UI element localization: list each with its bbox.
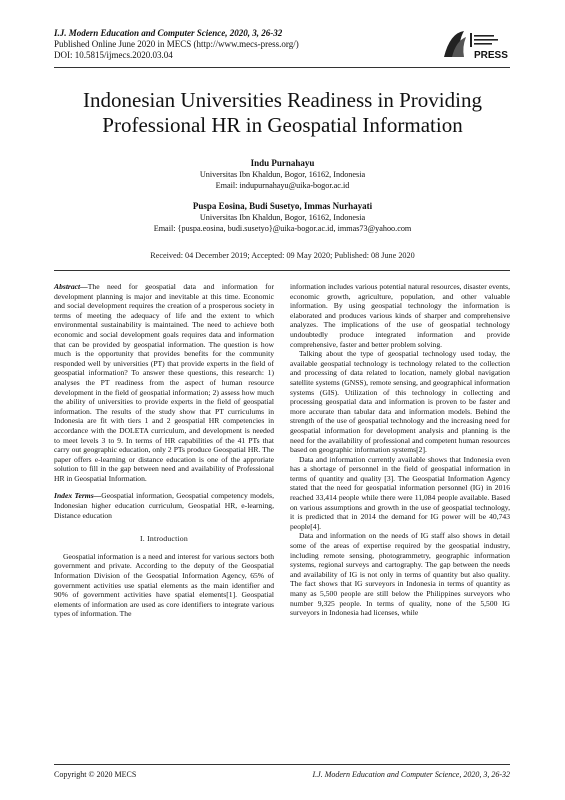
coauthor-affiliation: Universitas Ibn Khaldun, Bogor, 16162, Indonesia <box>199 213 366 222</box>
coauthor-email: Email: {puspa.eosina, budi.susetyo}@uika-bogor.ac.id, immas73@yahoo.com <box>153 224 412 233</box>
copyright: Copyright © 2020 MECS <box>54 770 137 779</box>
author-affiliation: Universitas Ibn Khaldun, Bogor, 16162, Indonesia <box>199 170 366 179</box>
footer-divider <box>54 764 510 765</box>
index-terms: Index Terms—Geospatial information, Geospatial competency models, Indonesian higher education curriculum, Geospatial HR, e-learning, Distance education <box>54 491 274 520</box>
paper-title: Indonesian Universities Readiness in Providing Professional HR in Geospatial Information <box>83 88 482 137</box>
journal-header <box>54 28 454 61</box>
right-column <box>290 282 510 618</box>
journal-name: I.J. Modern Education and Computer Science, 2020, 3, 26-32 <box>54 28 283 38</box>
abstract: Abstract—The need for geospatial data and information for development planning is major and inevitable at this time. Economic and social development requires the creation of a prosperous society in terms of meeting the adequacy of life and the extent to which environmental sustainability is maintained. The need to achieve both economic and social development goals requires data and information that can be provided by geospatial information. The question is how much is the opportunity that provides benefits for the community responded well by universities (PT) that provide experts in the field of geospatial information? To answer these questions, this research: 1) analyses the PT readiness from the aspect of human resource development in the field of geospatial information; 2) assess how much the ability of universities to provide experts in the field of geospatial information. The results of the study show that PT curriculums in Indonesia are fit with tiers 1 and 2 geospatial HR competencies in accordance with the DOLETA curriculum, and development is needed to meet levels 3 to 9. In terms of HR capabilities of the 41 PTs that carry out geographic education, only 2 PTs produce Geospatial HR. The paper offers e-learning or distance education is one of the approriate solution to fill in the gap between need and availability of Professional HR in Geospatial Information. <box>54 282 274 483</box>
title-divider <box>54 270 510 271</box>
body-paragraph: Data and information currently available shows that Indonesia even has a shortage of personnel in the field of geospatial information in terms of quantity and quality [3]. The Geospatial Information Agency stated that the need for geospatial information personnel (IG) in 2016 reached 33,414 people while there were 11,084 people available. Based on various assumptions and growth in the use of geospatial technology, it is predicted that in 2014 the demand for IG power will be 40,743 people[4]. <box>290 454 510 531</box>
body-paragraph: information includes various potential natural resources, disaster events, economic growth, agriculture, population, and other valuable information. By using geospatial technology the information is elaborated and produces various kinds of sharper and comprehensive analyzes. The implications of the use of geospatial technology undoubtedly produce integrated information and provide comprehensive, faster and better problem solving. <box>290 282 510 349</box>
publisher-logo <box>440 27 510 65</box>
footer-journal: I.J. Modern Education and Computer Science, 2020, 3, 26-32 <box>312 770 510 779</box>
author-block <box>40 158 525 234</box>
received-dates: Received: 04 December 2019; Accepted: 09 May 2020; Published: 08 June 2020 <box>150 251 415 260</box>
coauthor-names: Puspa Eosina, Budi Susetyo, Immas Nurhayati <box>192 201 373 211</box>
section-heading: I. Introduction <box>139 534 189 544</box>
svg-text:PRESS: PRESS <box>474 50 508 61</box>
author-email: Email: indupurnahayu@uika-bogor.ac.id <box>215 181 350 190</box>
doi-line: DOI: 10.5815/ijmecs.2020.03.04 <box>54 50 173 60</box>
header-divider <box>54 67 510 68</box>
intro-paragraph: Geospatial information is a need and interest for various sectors both government and private. According to the deputy of the Geospatial Information Division of the Geospatial Information Agency, 65% of government activities use spatial elements as the main identifier and 90% of government activities have spatial elements[1]. Geospatial elements of information are used as core identifiers to integrate various types of information. The <box>54 551 274 619</box>
body-paragraph: Data and information on the needs of IG staff also shows in detail some of the areas of expertise required by the geospatial industry, including remote sensing, photogrammetry, geographic information systems, regional surveys and cartography. The gap between the needs and availability of IG is not only in terms of quantity but also quality. The fact shows that IG surveyors in Indonesia in terms of quantity as many as 5,500 people are still below the Philippines surveyors who number 9,325 people. In terms of quality, none of the 5,500 IG surveyors in Indonesia had licenses, while <box>290 531 510 618</box>
published-line: Published Online June 2020 in MECS (http://www.mecs-press.org/) <box>54 39 299 49</box>
mecs-logo-icon <box>440 27 510 65</box>
left-column <box>54 282 274 619</box>
author-name: Indu Purnahayu <box>250 158 315 168</box>
body-paragraph: Talking about the type of geospatial technology used today, the available geospatial technology is technology related to the collection and processing of data related to location, namely global navigation satellite systems (GNSS), remote sensing, and geographical information systems (GIS). Utilization of this technology in collecting and processing geospatial data and information is proven to be faster and more accurate than tabular data and information models. Behind the strength of the use of geospatial technology and the increasing need for geospatial information for development analysis and planning is the need for the availability of professional and competent human resources based on geographic information systems[2]. <box>290 349 510 455</box>
